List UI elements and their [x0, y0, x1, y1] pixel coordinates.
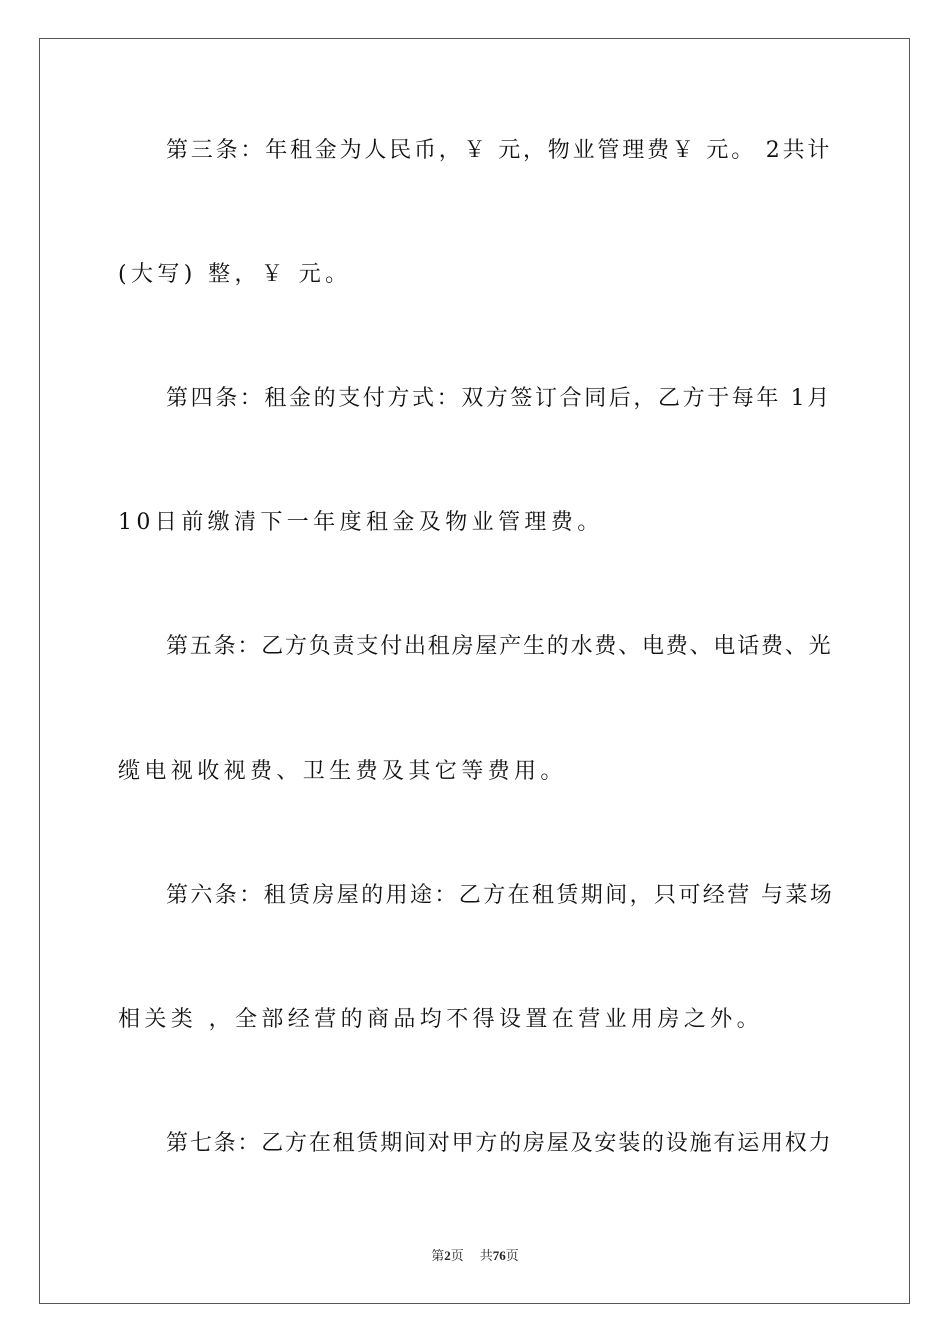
clause-3-line-1: 第三条：年租金为人民币，￥ 元，物业管理费￥ 元。 2共计 [166, 138, 833, 163]
clause-5-line-1: 第五条：乙方负责支付出租房屋产生的水费、电费、电话费、光 [166, 634, 833, 659]
clause-6-line-1: 第六条：租赁房屋的用途：乙方在租赁期间，只可经营 与菜场 [166, 883, 835, 908]
footer-total-pages: 76 [492, 1248, 506, 1263]
clause-6-line-2: 相关类 ，全部经营的商品均不得设置在营业用房之外。 [118, 1007, 763, 1032]
footer-total-suffix: 页 [505, 1248, 519, 1263]
footer-page-suffix: 页 [450, 1248, 464, 1263]
footer-page-number: 2 [444, 1248, 451, 1263]
clause-5-line-2: 缆电视收视费、卫生费及其它等费用。 [118, 759, 567, 784]
clause-7-line-1: 第七条：乙方在租赁期间对甲方的房屋及安装的设施有运用权力 [166, 1131, 833, 1156]
clause-4-line-2: 10日前缴清下一年度租金及物业管理费。 [118, 510, 604, 535]
footer-total-prefix: 共 [479, 1248, 493, 1263]
clause-3-line-2: (大写) 整，￥ 元。 [118, 262, 352, 287]
page-border [39, 38, 910, 1304]
footer-page-prefix: 第 [431, 1248, 445, 1263]
clause-4-line-1: 第四条：租金的支付方式：双方签订合同后，乙方于每年 1月 [166, 386, 832, 411]
page-footer [0, 1247, 950, 1265]
